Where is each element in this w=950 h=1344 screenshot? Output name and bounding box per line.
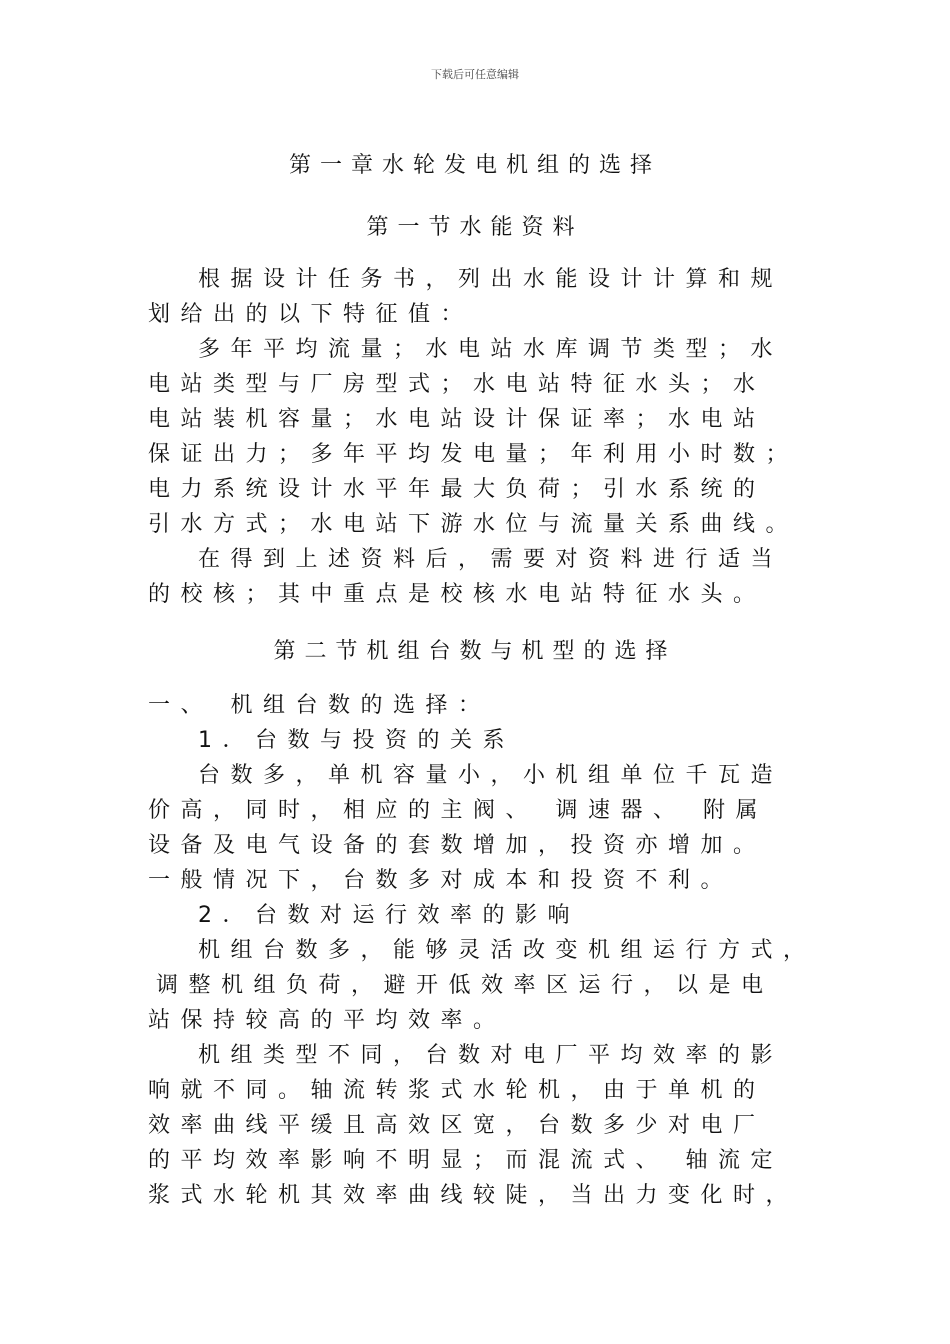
paragraph-line: 电站类型与厂房型式；水电站特征水头；水	[148, 372, 766, 397]
section-2-title: 第二节机组台数与机型的选择	[273, 639, 677, 664]
paragraph-line: 机组类型不同，台数对电厂平均效率的影	[198, 1043, 784, 1068]
paragraph-line: 浆式水轮机其效率曲线较陡，当出力变化时，	[148, 1183, 799, 1208]
header-note: 下载后可任意编辑	[431, 68, 519, 81]
paragraph-line: 根据设计任务书，列出水能设计计算和规	[198, 267, 784, 292]
subheading: 2．台数对运行效率的影响	[198, 903, 580, 928]
section-1-body	[148, 262, 828, 612]
paragraph-line: 电力系统设计水平年最大负荷；引水系统的	[148, 477, 766, 502]
paragraph-line: 划给出的以下特征值：	[148, 302, 474, 327]
subheading: 1．台数与投资的关系	[198, 728, 515, 753]
paragraph-line: 的校核；其中重点是校核水电站特征水头。	[148, 582, 766, 607]
paragraph-line: 设备及电气设备的套数增加，投资亦增加。	[148, 833, 766, 858]
paragraph-line: 一般情况下，台数多对成本和投资不利。	[148, 868, 734, 893]
section-1-title: 第一节水能资料	[366, 215, 584, 240]
paragraph-line: 站保持较高的平均效率。	[148, 1008, 506, 1033]
paragraph-line: 引水方式；水电站下游水位与流量关系曲线。	[148, 512, 799, 537]
paragraph-line: 的平均效率影响不明显；而混流式、 轴流定	[148, 1148, 783, 1173]
paragraph-line: 在得到上述资料后，需要对资料进行适当	[198, 547, 784, 572]
paragraph-line: 机组台数多，能够灵活改变机组运行方式，	[198, 938, 816, 963]
paragraph-line: 台数多，单机容量小，小机组单位千瓦造	[198, 763, 784, 788]
list-heading: 一、 机组台数的选择：	[148, 693, 491, 718]
paragraph-line: 价高，同时，相应的主阀、 调速器、 附属	[148, 798, 768, 823]
paragraph-line: 响就不同。轴流转浆式水轮机，由于单机的	[148, 1078, 766, 1103]
paragraph-line: 保证出力；多年平均发电量；年利用小时数；	[148, 442, 799, 467]
chapter-title: 第一章水轮发电机组的选择	[288, 153, 661, 178]
paragraph-line: 调整机组负荷，避开低效率区运行，以是电	[156, 973, 774, 998]
paragraph-line: 电站装机容量；水电站设计保证率；水电站	[148, 407, 766, 432]
paragraph-line: 效率曲线平缓且高效区宽，台数多少对电厂	[148, 1113, 766, 1138]
paragraph-line: 多年平均流量；水电站水库调节类型；水	[198, 337, 784, 362]
section-2-body	[148, 688, 828, 1213]
